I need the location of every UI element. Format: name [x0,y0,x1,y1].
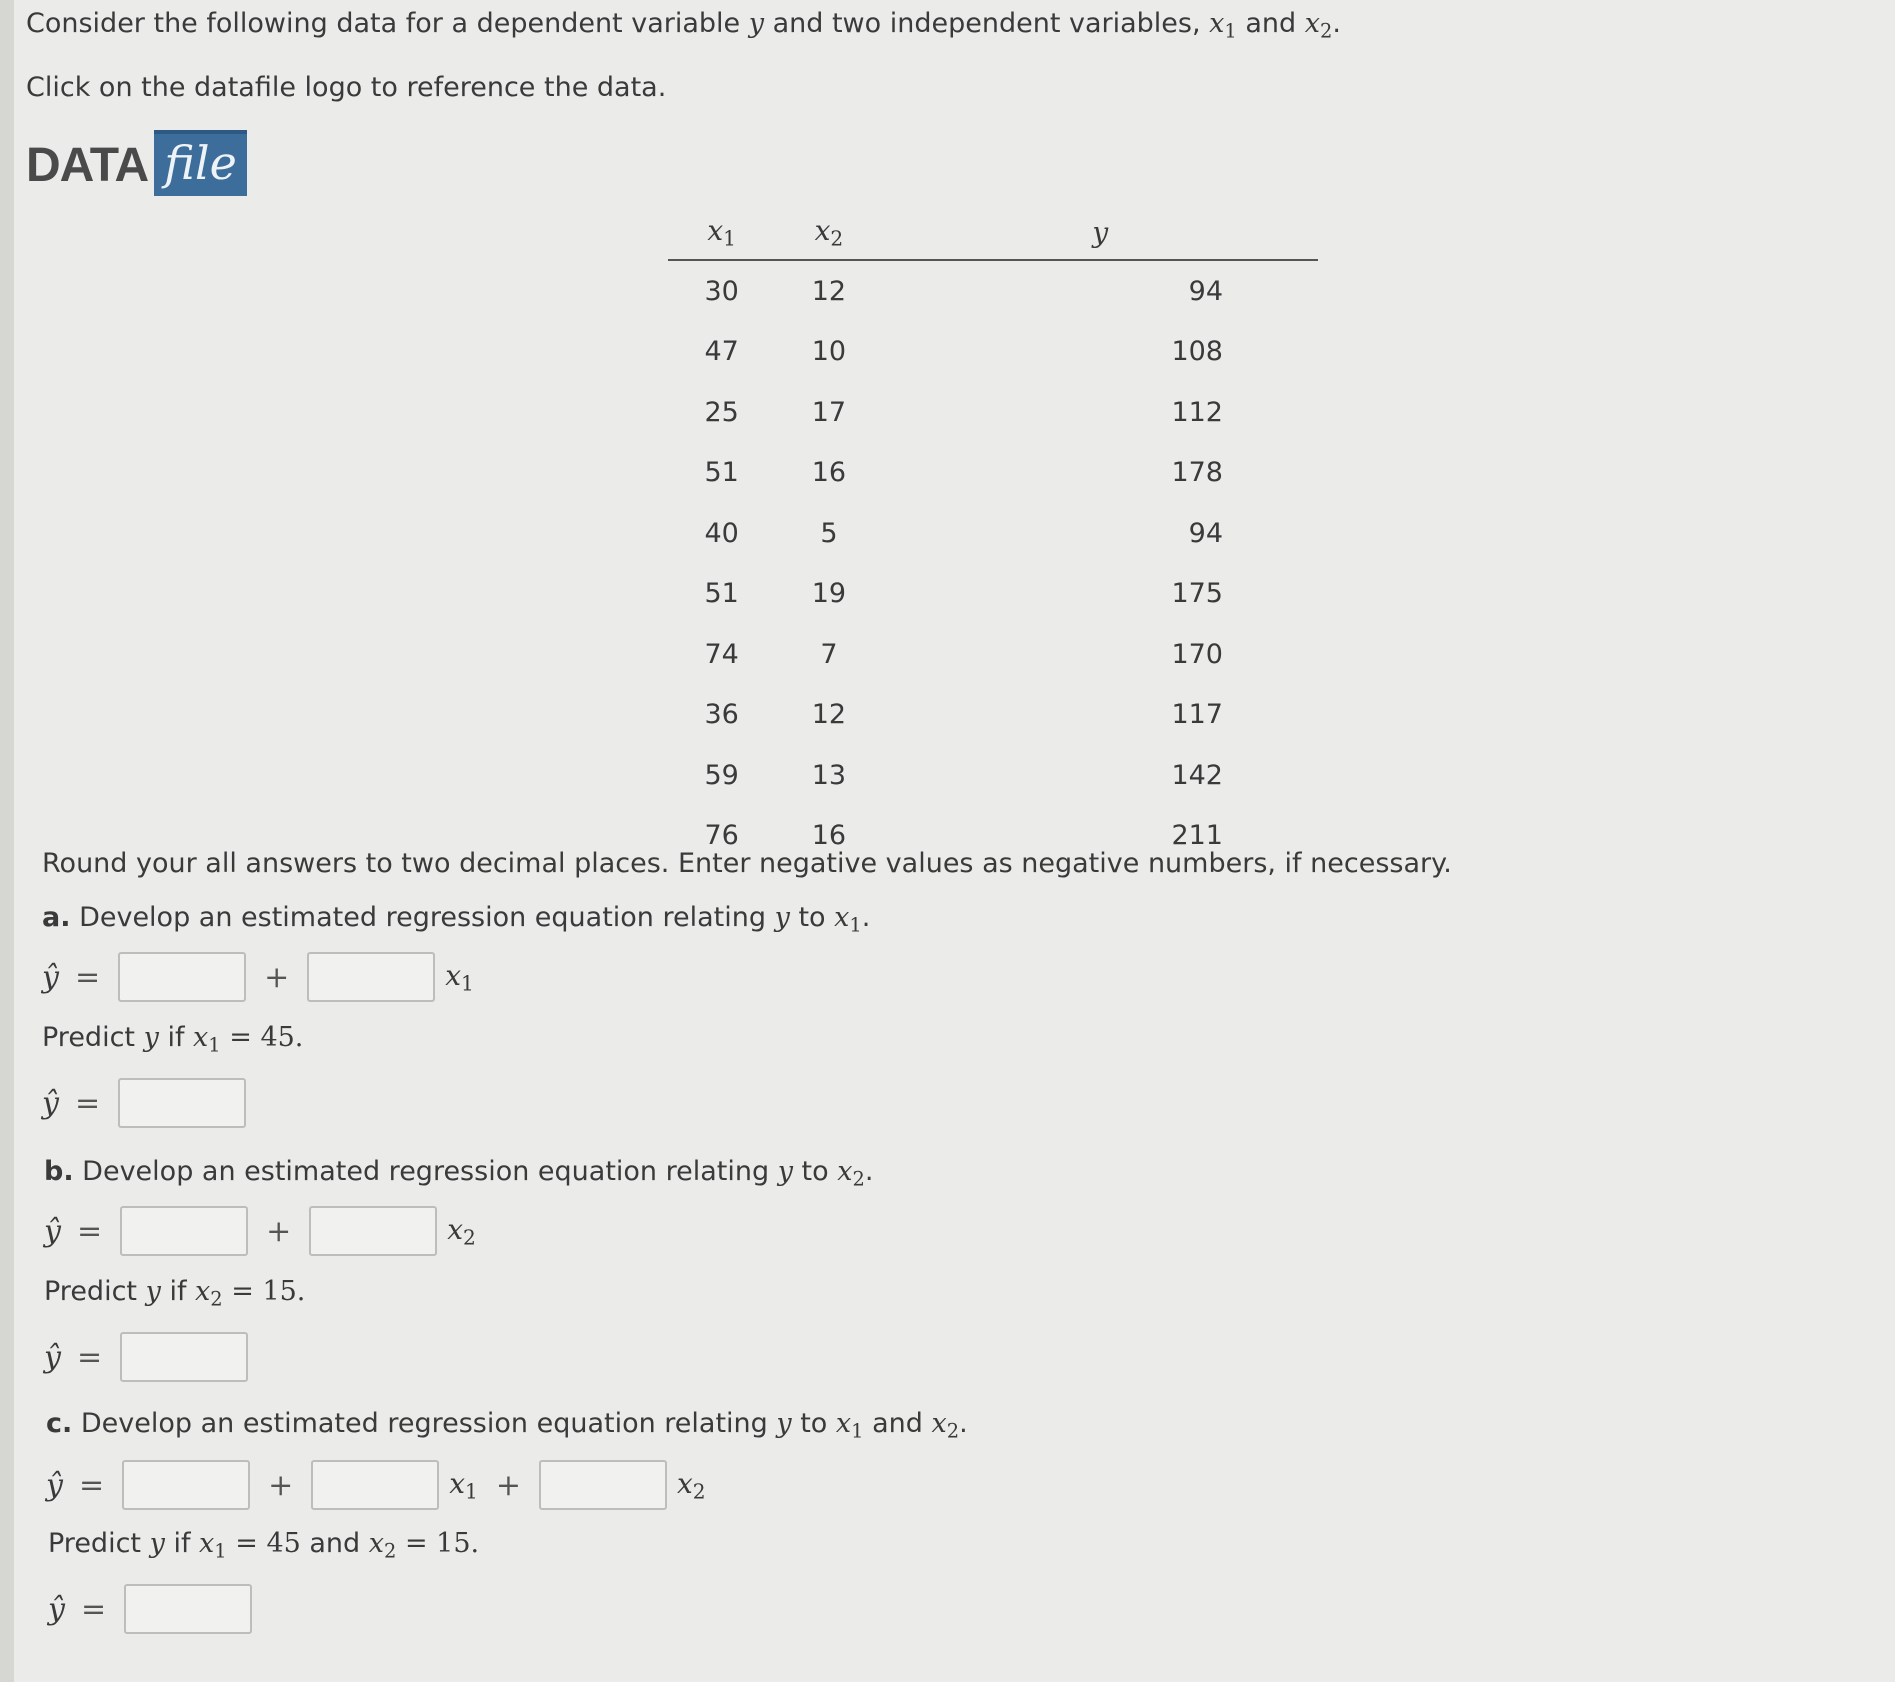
part-a-prediction [42,1078,246,1128]
table-row [668,503,1318,564]
var-x: x [1304,8,1320,39]
part-c-intercept-input[interactable] [122,1460,250,1510]
var-x2 [447,1213,476,1250]
yhat-symbol: ŷ [42,959,59,995]
header-y [883,205,1318,260]
cell-x1: 76 [704,820,739,852]
var-x2 [837,1156,865,1191]
var-y: y [777,1156,793,1187]
subscript: 2 [384,1539,397,1563]
cell-x2: 17 [811,396,847,428]
data-table [668,205,1318,866]
subscript: 1 [849,913,862,937]
part-a-predict-prompt [42,1022,303,1056]
cell-x1: 51 [704,457,739,489]
cell-x2: 19 [811,578,847,610]
prompt-text: Predict [44,1276,146,1307]
part-a-prediction-input[interactable] [118,1078,246,1128]
cell-y: 112 [1171,396,1223,428]
plus-sign: + [495,1467,521,1503]
click-instruction: Click on the datafile logo to reference the data. [26,72,667,103]
part-a-prompt [42,902,870,936]
part-label: a. [42,902,71,933]
prompt-text: Develop an estimated regression equation relating [72,1408,777,1439]
table-row [668,564,1318,625]
part-c-equation [46,1460,706,1510]
prompt-text: and [863,1408,932,1439]
part-a-intercept-input[interactable] [118,952,246,1002]
part-b-predict-prompt [44,1276,305,1310]
page-left-edge [0,0,14,1682]
cell-x1: 74 [704,638,739,670]
cell-x1: 30 [704,275,739,307]
part-c-prediction [48,1584,252,1634]
var-x2 [677,1467,706,1504]
cell-x1: 25 [704,396,739,428]
table-row [668,382,1318,443]
cell-y: 142 [1171,759,1223,791]
subscript: 2 [946,1419,960,1443]
condition-value: = 45 [235,1528,301,1559]
equals-sign: = [74,1085,101,1121]
equals-sign: = [76,1213,103,1249]
plus-sign: + [264,959,290,995]
var-y: y [748,8,764,39]
rounding-instructions: Round your all answers to two decimal places. Enter negative values as negative numbers, if necessary. [42,848,1452,879]
part-label: b. [44,1156,74,1187]
subscript: 2 [210,1287,223,1311]
var-x: x [1209,8,1225,39]
subscript: 2 [830,226,844,251]
table-row [668,745,1318,806]
cell-x1: 59 [704,759,739,791]
cell-y: 94 [1188,517,1223,549]
var-x: x [677,1466,693,1500]
part-b-intercept-input[interactable] [120,1206,248,1256]
cell-y: 178 [1171,457,1223,489]
var-x: x [445,958,462,992]
yhat-symbol: ŷ [44,1213,61,1249]
part-c-predict-prompt [48,1528,479,1562]
var-x1 [193,1022,221,1057]
cell-x1: 36 [704,699,739,731]
var-x1 [445,959,474,996]
logo-file-text: file [154,130,247,196]
table-row [668,322,1318,383]
var-x: x [835,1408,852,1439]
cell-x2: 12 [811,699,847,731]
var-x2 [931,1408,960,1443]
prompt-text: to [789,902,835,933]
intro-text: Consider the following data for a dependent variable [26,8,749,39]
var-x2 [1304,8,1333,43]
subscript: 2 [692,1479,706,1504]
condition-value: = 15. [404,1528,480,1559]
prompt-text: if [160,1276,196,1307]
var-x: x [368,1528,384,1559]
prompt-text: to [792,1156,838,1187]
intro-text: and two independent variables, [764,8,1210,39]
var-y: y [776,1408,792,1439]
equals-sign: = [80,1591,107,1627]
period: . [864,1156,874,1187]
yhat-symbol: ŷ [48,1591,65,1627]
part-c-prompt [46,1408,968,1442]
prompt-text: Predict [48,1528,150,1559]
part-label: c. [46,1408,73,1439]
condition-value: = 15. [231,1276,306,1307]
part-b-prompt [44,1156,873,1190]
prompt-text: Predict [42,1022,144,1053]
cell-y: 211 [1171,820,1223,852]
var-y: y [774,902,790,933]
part-b-prediction-input[interactable] [120,1332,248,1382]
var-x: x [931,1408,947,1439]
part-b-prediction [44,1332,248,1382]
datafile-logo[interactable] [26,124,247,196]
cell-x2: 7 [820,638,838,670]
period: . [861,902,871,933]
var-y: y [1092,215,1109,249]
cell-x1: 47 [704,336,739,368]
prompt-text: if [158,1022,194,1053]
cell-y: 108 [1171,336,1223,368]
table-header-row [668,205,1318,260]
var-x: x [834,902,850,933]
intro-text: and [1236,8,1305,39]
subscript: 1 [723,226,736,251]
var-x: x [707,213,724,247]
var-x: x [199,1528,215,1559]
part-a-slope-input[interactable] [307,952,435,1002]
cell-x2: 16 [811,820,847,852]
var-x: x [447,1212,464,1246]
var-x1 [1209,8,1237,43]
cell-x2: 12 [811,275,847,307]
var-x: x [837,1156,853,1187]
cell-x1: 51 [704,578,739,610]
table-row [668,624,1318,685]
part-c-x2-coefficient-input[interactable] [539,1460,667,1510]
var-x1 [835,1408,864,1443]
cell-x1: 40 [704,517,739,549]
prompt-text: to [791,1408,836,1439]
subscript: 1 [1224,19,1237,43]
var-x: x [814,213,831,247]
table-row [668,443,1318,504]
subscript: 1 [851,1419,864,1443]
var-x1 [449,1467,478,1504]
subscript: 2 [852,1167,865,1191]
var-x2 [368,1528,397,1563]
table-row [668,260,1318,322]
subscript: 2 [1319,19,1333,43]
table-row [668,685,1318,746]
cell-y: 170 [1171,638,1223,670]
cell-y: 117 [1171,699,1223,731]
cell-y: 175 [1171,578,1223,610]
var-y: y [145,1276,161,1307]
var-x: x [195,1276,211,1307]
yhat-symbol: ŷ [42,1085,59,1121]
period: . [959,1408,968,1439]
var-x: x [449,1466,466,1500]
prompt-text: if [164,1528,200,1559]
header-x1 [668,205,775,260]
var-y: y [149,1528,165,1559]
plus-sign: + [266,1213,292,1249]
cell-x2: 5 [820,517,838,549]
var-x: x [193,1022,209,1053]
cell-x2: 10 [811,336,847,368]
yhat-symbol: ŷ [44,1339,61,1375]
equals-sign: = [74,959,101,995]
subscript: 1 [208,1033,221,1057]
subscript: 1 [465,1479,478,1504]
logo-data-text: DATA [26,139,149,192]
cell-y: 94 [1188,275,1223,307]
condition-value: = 45. [229,1022,304,1053]
equals-sign: = [78,1467,105,1503]
intro-sentence [26,8,1341,42]
var-y: y [143,1022,159,1053]
subscript: 1 [461,971,474,996]
var-x2 [195,1276,223,1311]
part-a-equation [42,952,474,1002]
yhat-symbol: ŷ [46,1467,63,1503]
part-b-slope-input[interactable] [309,1206,437,1256]
var-x1 [834,902,862,937]
part-c-prediction-input[interactable] [124,1584,252,1634]
prompt-text: Develop an estimated regression equation relating [73,1156,778,1187]
var-x1 [199,1528,227,1563]
cell-x2: 16 [811,457,847,489]
subscript: 2 [463,1225,476,1250]
part-c-x1-coefficient-input[interactable] [311,1460,439,1510]
part-b-equation [44,1206,476,1256]
prompt-text: Develop an estimated regression equation relating [70,902,775,933]
prompt-text: and [300,1528,369,1559]
subscript: 1 [214,1539,227,1563]
header-x2 [775,205,882,260]
intro-text: . [1332,8,1341,39]
equals-sign: = [76,1339,103,1375]
plus-sign: + [268,1467,294,1503]
cell-x2: 13 [811,759,847,791]
